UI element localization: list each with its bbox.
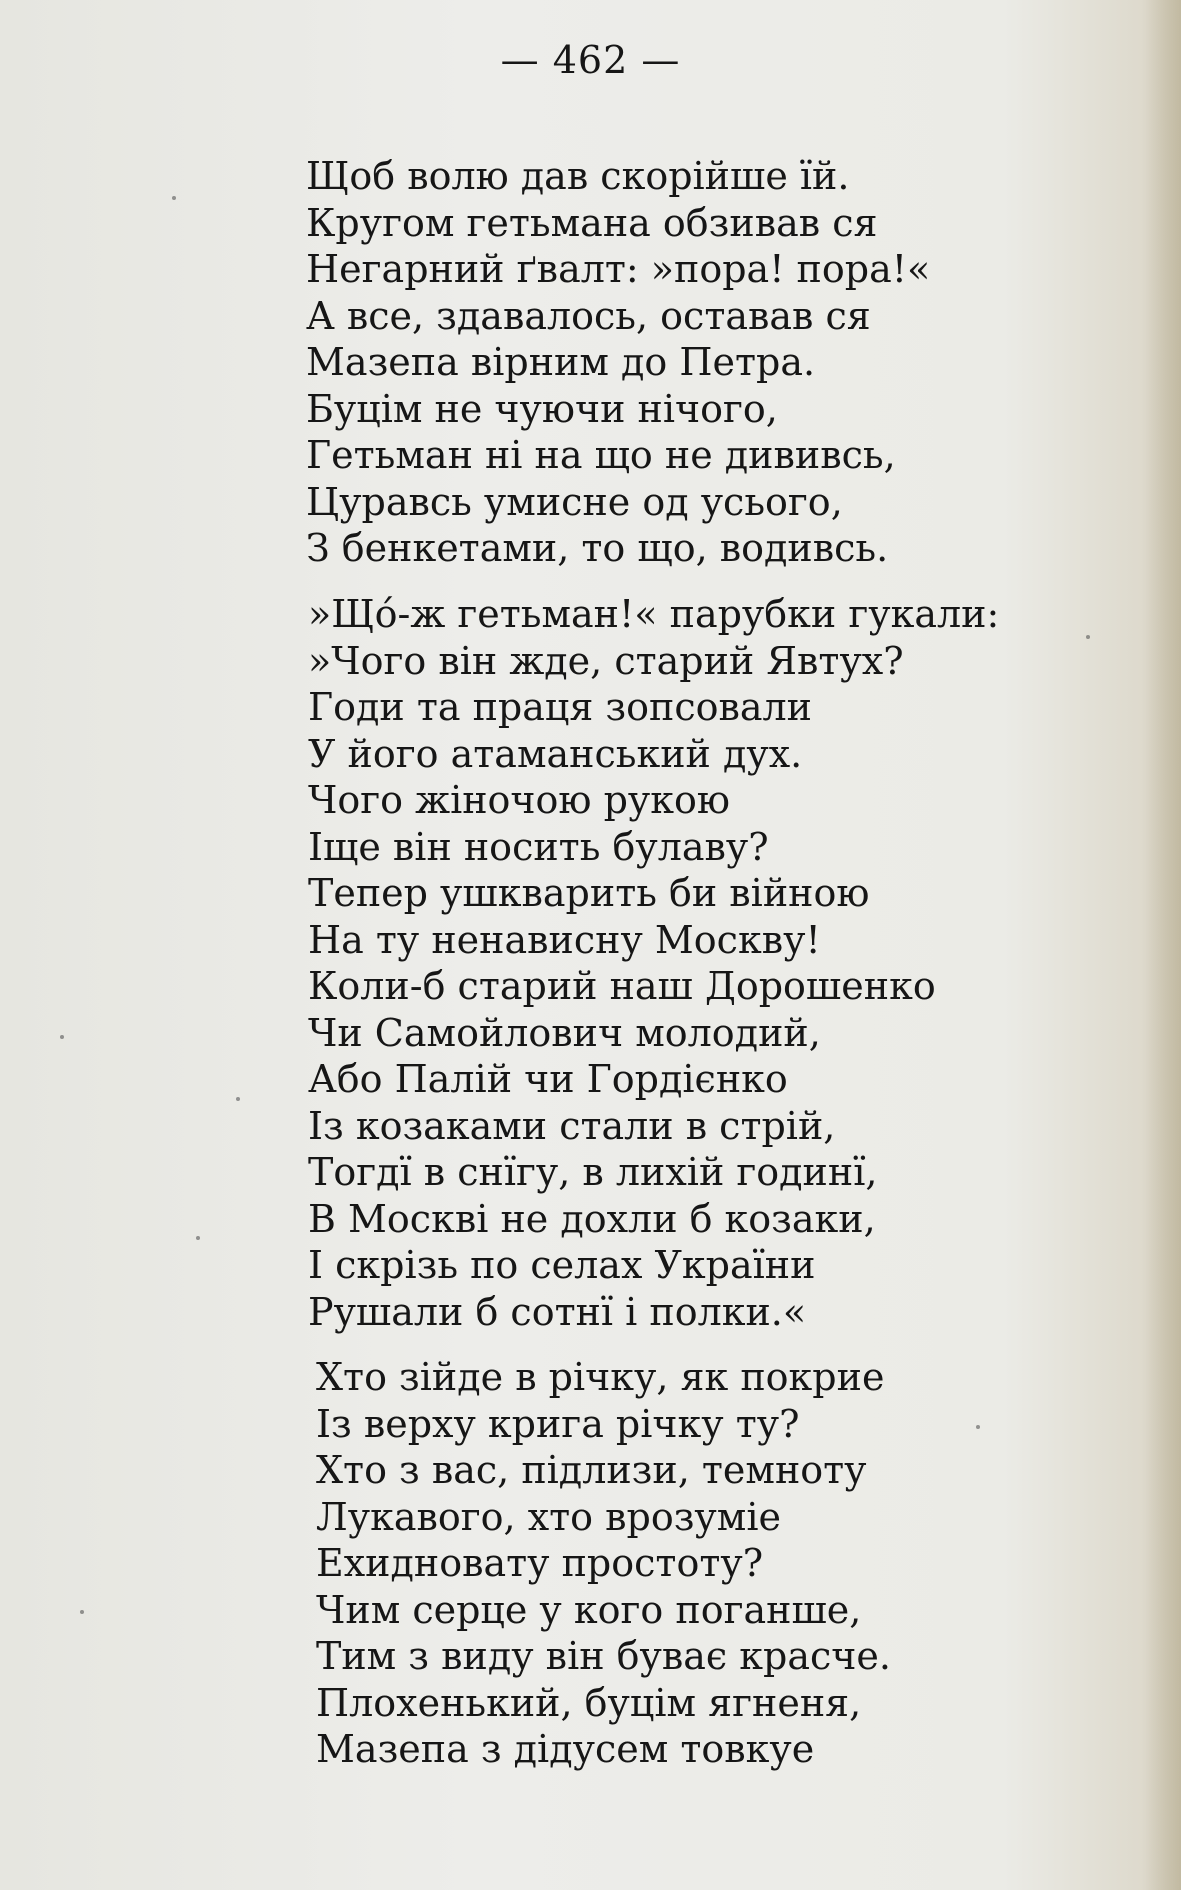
verse-line: Щоб волю дав скорійше їй. (306, 154, 850, 198)
verse-line: Гетьман ні на що не дививсь, (306, 433, 896, 477)
verse-line: Чого жіночою рукою (308, 778, 730, 822)
ink-speck (976, 1425, 980, 1429)
ink-speck (236, 1097, 240, 1101)
verse-line: На ту ненависну Москву! (308, 917, 821, 962)
verse-line: Мазепа вірним до Петра. (306, 340, 816, 384)
verse-line: А все, здавалось, оставав ся (306, 293, 871, 338)
verse-line: Тепер ушкварить би війною (308, 871, 870, 915)
verse-line: У його атаманський дух. (308, 731, 803, 776)
verse-line: Із козаками стали в стрій, (308, 1103, 836, 1148)
verse-line: З бенкетами, то що, водивсь. (306, 526, 889, 570)
verse-line: Із верху крига річку ту? (316, 1401, 800, 1446)
ink-speck (80, 1610, 84, 1614)
verse-line: В Москві не дохли б козаки, (308, 1196, 876, 1241)
ink-speck (196, 1236, 200, 1240)
ink-speck (60, 1035, 64, 1039)
page-edge-shadow (1141, 0, 1181, 1890)
verse-line: Іще він носить булаву? (308, 824, 769, 869)
verse-line: Негарний ґвалт: »пора! пора!« (306, 247, 931, 291)
verse-line: »Чого він жде, старий Явтух? (308, 638, 904, 683)
verse-line: Плохенький, буцім ягненя, (316, 1680, 862, 1725)
verse-line: »Щó-ж гетьман!« парубки гукали: (308, 592, 1000, 636)
verse-line: Лукавого, хто врозуміе (316, 1494, 781, 1539)
verse-line: Кругом гетьмана обзивав ся (306, 200, 878, 245)
verse-line: Чи Самойлович молодий, (308, 1010, 821, 1055)
verse-line: Ехидновату простоту? (316, 1541, 764, 1585)
verse-line: Рушали б сотнї і полки.« (308, 1289, 807, 1334)
verse-line: Коли-б старий наш Дорошенко (308, 964, 936, 1008)
verse-line: Мазепа з дідусем товкуе (316, 1727, 815, 1771)
ink-speck (1086, 635, 1090, 639)
verse-line: І скрізь по селах України (308, 1243, 816, 1287)
verse-line: Тогдї в снїгу, в лихій годинї, (308, 1150, 878, 1194)
stanza-3 (316, 1354, 891, 1773)
ink-speck (172, 196, 176, 200)
verse-line: Хто зійде в річку, як покрие (316, 1355, 885, 1399)
verse-line: Хто з вас, підлизи, темноту (316, 1448, 867, 1492)
verse-line: Годи та праця зопсовали (308, 685, 813, 729)
verse-line: Або Палій чи Гордієнко (308, 1057, 788, 1101)
page-number: — 462 — (500, 38, 681, 82)
verse-line: Буцім не чуючи нічого, (306, 386, 778, 431)
verse-line: Чим серце у кого поганше, (316, 1587, 862, 1632)
stanza-2 (308, 591, 999, 1335)
stanza-1 (306, 153, 930, 572)
verse-line: Цуравсь умисне од усього, (306, 479, 843, 524)
verse-line: Тим з виду він буває красче. (316, 1634, 891, 1678)
